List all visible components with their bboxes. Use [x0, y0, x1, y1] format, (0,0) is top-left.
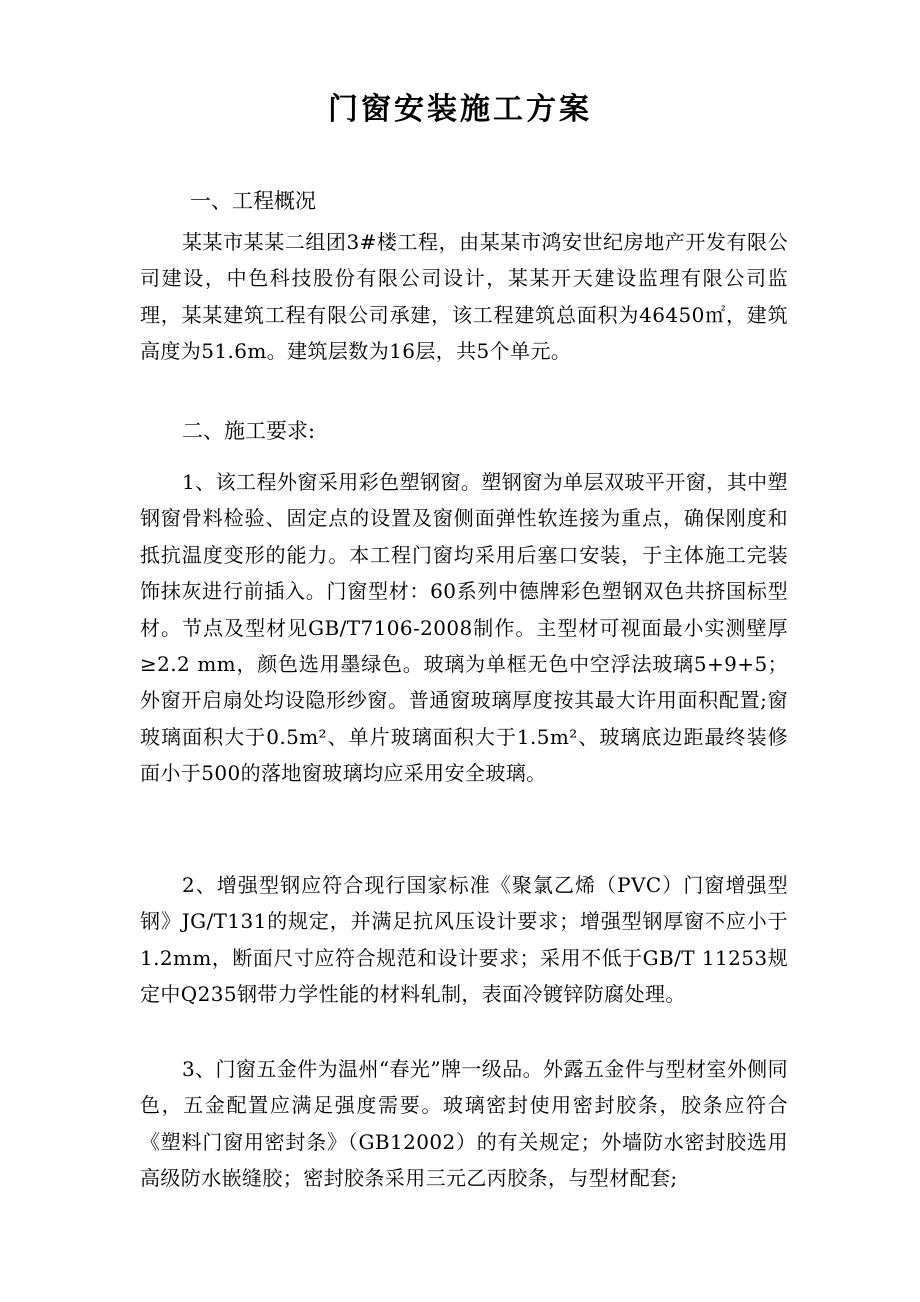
requirement-item-2: 2、增强型钢应符合现行国家标准《聚氯乙烯（PVC）门窗增强型钢》JG/T131的规定，并满足抗风压设计要求；增强型钢厚窗不应小于1.2mm，断面尺寸应符合规范和设计要求；采用不低于GB/T 11253规定中Q235钢带力学性能的材料轧制，表面冷镀锌防腐处理。: [140, 873, 788, 1007]
requirement-item-3: 3、门窗五金件为温州“春光”牌一级品。外露五金件与型材室外侧同色，五金配置应满足强度需要。玻璃密封使用密封胶条，胶条应符合《塑料门窗用密封条》（GB12002）的有关规定；外墙防水密封胶选用高级防水嵌缝胶；密封胶条采用三元乙丙胶条，与型材配套;: [140, 1057, 788, 1191]
section-heading-overview: 一、工程概况: [190, 189, 316, 213]
requirement-item-1: 1、该工程外窗采用彩色塑钢窗。塑钢窗为单层双玻平开窗，其中塑钢窗骨料检验、固定点的设置及窗侧面弹性软连接为重点，确保刚度和抵抗温度变形的能力。本工程门窗均采用后塞口安装，于主体施工完装饰抹灰进行前插入。门窗型材：60系列中德牌彩色塑钢双色共挤国标型材。节点及型材见GB/T7106-2008制作。主型材可视面最小实测壁厚≥2.2 mm，颜色选用墨绿色。玻璃为单框无色中空浮法玻璃5+9+5；外窗开启扇处均设隐形纱窗。普通窗玻璃厚度按其最大许用面积配置;窗玻璃面积大于0.5m²、单片玻璃面积大于1.5m²、玻璃底边距最终装修面小于500的落地窗玻璃均应采用安全玻璃。: [140, 470, 788, 786]
overview-paragraph: 某某市某某二组团3#楼工程，由某某市鸿安世纪房地产开发有限公司建设，中色科技股份有限公司设计，某某开天建设监理有限公司监理，某某建筑工程有限公司承建，该工程建筑总面积为46450㎡，建筑高度为51.6m。建筑层数为16层，共5个单元。: [140, 230, 788, 364]
document-title: 门窗安装施工方案: [328, 92, 592, 127]
section-heading-requirements: 二、施工要求:: [182, 419, 316, 443]
